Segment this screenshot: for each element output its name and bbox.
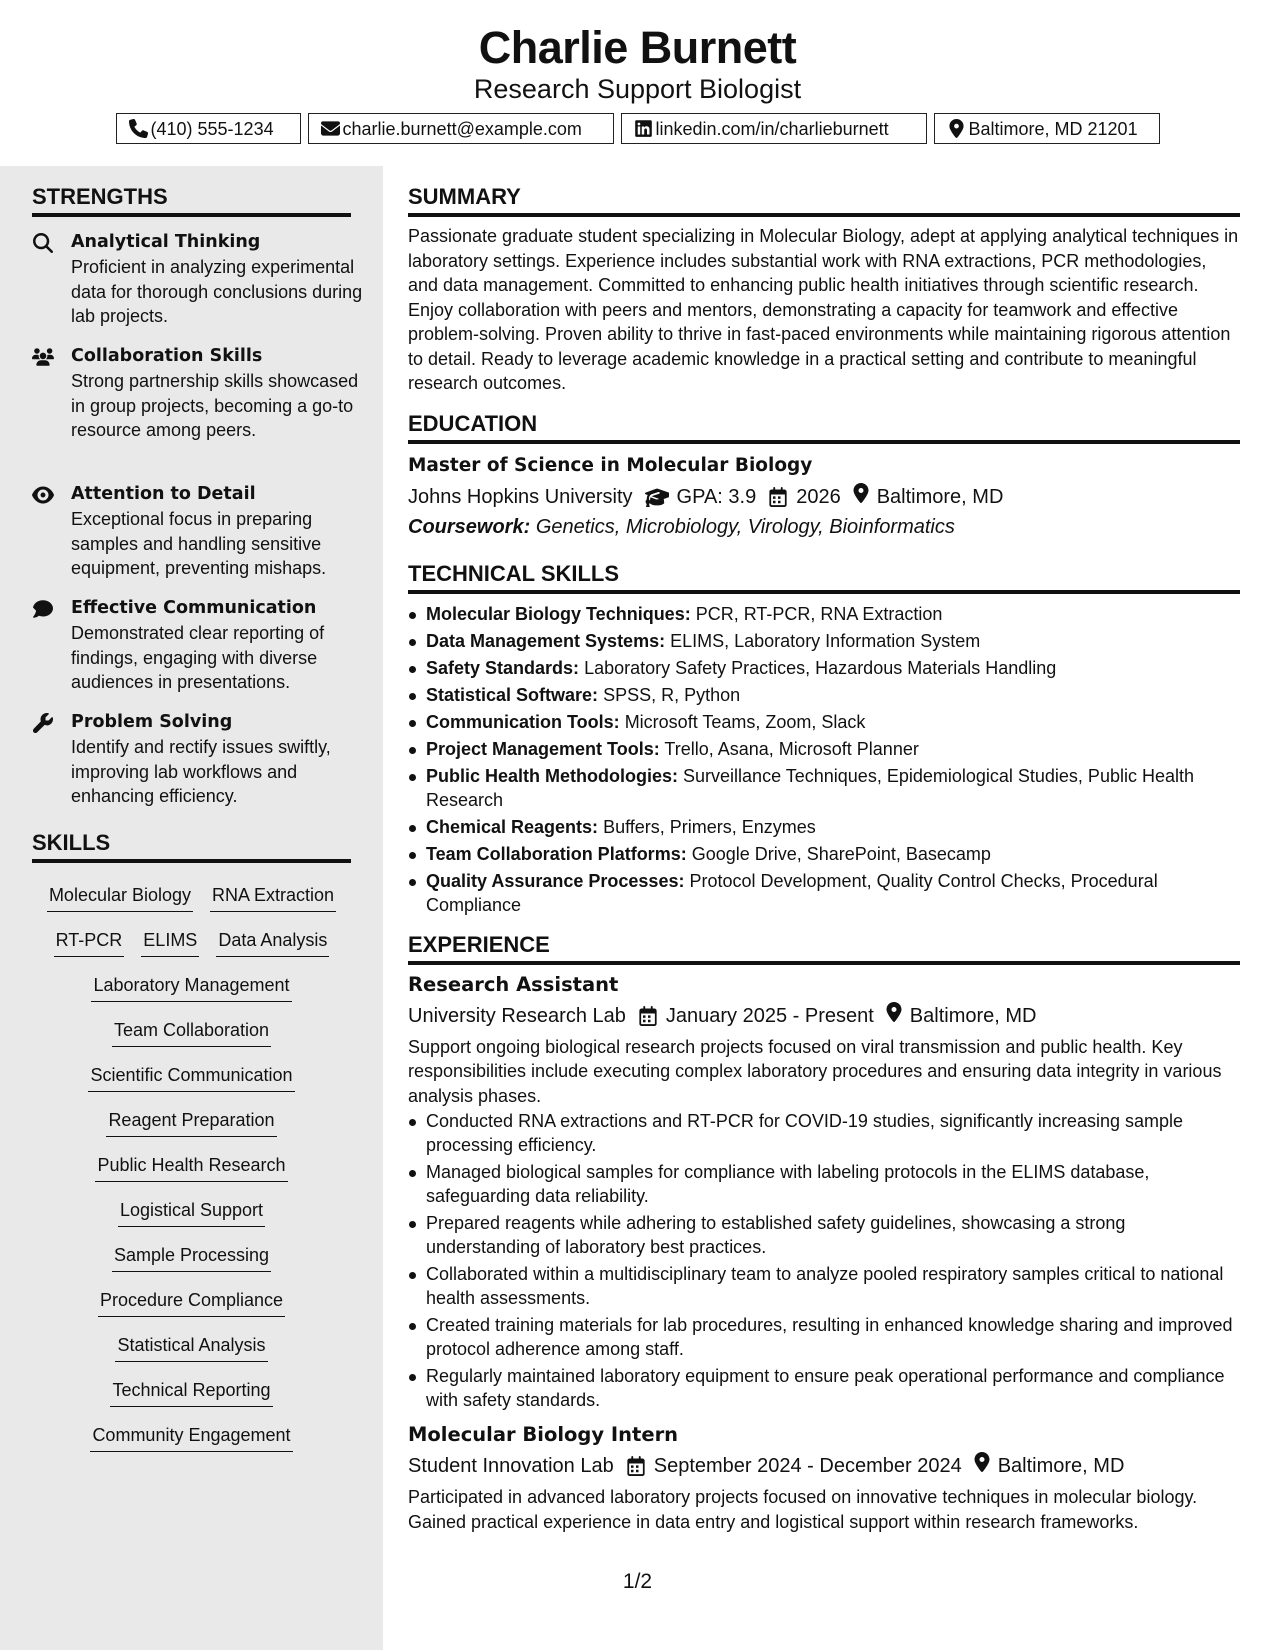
skill-values: Surveillance Techniques, Epidemiological Studies, Public Health Research <box>426 765 1194 810</box>
list-item <box>408 656 1240 680</box>
job-location: Baltimore, MD <box>997 1455 1125 1477</box>
job-organization: Student Innovation Lab <box>408 1455 614 1477</box>
skill-category: Project Management Tools: <box>426 738 660 759</box>
summary-text: Passionate graduate student specializing in Molecular Biology, adept at applying analytical techniques in laboratory settings. Experience includes substantial work with RNA extractions, PCR methodologies, and data management. Committed to enhancing public health initiatives through scientific research. Enjoy collaboration with peers and mentors, demonstrating a capacity for teamwork and effective problem-solving. Proven ability to thrive in fast-paced environments while maintaining rigorous attention to detail. Ready to leverage academic knowledge in a practical setting and contribute to meaningful research outcomes. <box>408 226 1239 393</box>
job-organization: University Research Lab <box>408 1004 626 1027</box>
skill-tag: Data Analysis <box>216 927 329 957</box>
coursework-label: Coursework: <box>408 515 531 538</box>
list-item <box>408 629 1240 653</box>
skill-tag: Laboratory Management <box>91 972 291 1002</box>
list-item <box>408 842 1240 866</box>
location-text: Baltimore, MD 21201 <box>968 118 1138 139</box>
list-item: Conducted RNA extractions and RT-PCR for COVID-19 studies, significantly increasing sample processing efficiency. <box>408 1109 1240 1157</box>
linkedin-icon <box>634 119 653 138</box>
experience-heading: EXPERIENCE <box>408 931 1240 965</box>
job-description: Support ongoing biological research projects focused on viral transmission and public health. Key responsibilities include executing complex laboratory procedures and ensuring data integrity in various analysis phases. <box>408 1036 1222 1106</box>
page-number: 1/2 <box>622 1570 653 1593</box>
list-item <box>408 869 1240 917</box>
graduation-year: 2026 <box>796 485 841 508</box>
skill-category: Quality Assurance Processes: <box>426 870 685 891</box>
skill-category: Team Collaboration Platforms: <box>426 843 687 864</box>
job-meta <box>408 1001 1240 1031</box>
degree-title: Master of Science in Molecular Biology <box>408 454 813 476</box>
list-item <box>408 710 1240 734</box>
coursework-line <box>408 512 1240 542</box>
contact-location[interactable] <box>934 113 1160 144</box>
skill-tag: Community Engagement <box>90 1422 292 1452</box>
list-item <box>408 815 1240 839</box>
comment-icon <box>32 599 56 621</box>
skills-heading: SKILLS <box>32 829 351 863</box>
calendar-icon <box>768 487 788 507</box>
candidate-role: Research Support Biologist <box>473 74 802 104</box>
calendar-icon <box>626 1456 646 1476</box>
education-heading: EDUCATION <box>408 410 1240 444</box>
list-item <box>408 602 1240 626</box>
skill-category: Communication Tools: <box>426 711 620 732</box>
calendar-icon <box>638 1006 658 1026</box>
skill-values: Laboratory Safety Practices, Hazardous Materials Handling <box>584 657 1057 678</box>
technical-skills-list <box>408 602 1240 917</box>
skill-values: Microsoft Teams, Zoom, Slack <box>624 711 866 732</box>
skill-values: ELIMS, Laboratory Information System <box>670 630 981 651</box>
skills-list <box>32 882 351 1467</box>
location-pin-icon <box>947 119 966 138</box>
users-icon <box>32 347 56 369</box>
skill-values: Buffers, Primers, Enzymes <box>603 816 816 837</box>
job-description: Participated in advanced laboratory projects focused on innovative techniques in molecular biology. Gained practical experience in data entry and logistical support within research frameworks. <box>408 1487 1198 1532</box>
skill-tag: Public Health Research <box>95 1152 287 1182</box>
skill-tag: Technical Reporting <box>110 1377 272 1407</box>
location-pin-icon <box>886 1002 902 1022</box>
job-bullets <box>408 1109 1240 1412</box>
linkedin-text: linkedin.com/in/charlieburnett <box>655 118 889 139</box>
graduation-cap-icon <box>645 487 669 507</box>
envelope-icon <box>321 119 340 138</box>
strength-title: Effective Communication <box>71 598 317 618</box>
location-pin-icon <box>853 483 869 503</box>
skill-tag: Scientific Communication <box>88 1062 294 1092</box>
strength-description: Exceptional focus in preparing samples and handling sensitive equipment, preventing mishaps. <box>71 509 327 578</box>
job-meta <box>408 1451 1240 1481</box>
skill-values: Trello, Asana, Microsoft Planner <box>664 738 919 759</box>
skill-tag: RNA Extraction <box>210 882 336 912</box>
job-entry <box>408 971 1240 1413</box>
job-dates: January 2025 - Present <box>665 1004 874 1027</box>
summary-heading: SUMMARY <box>408 183 1240 217</box>
list-item <box>408 764 1240 812</box>
strength-description: Identify and rectify issues swiftly, improving lab workflows and enhancing efficiency. <box>71 737 331 806</box>
strength-title: Analytical Thinking <box>71 232 261 252</box>
contact-phone[interactable] <box>116 113 301 144</box>
education-meta <box>408 482 1240 512</box>
skill-category: Chemical Reagents: <box>426 816 599 837</box>
list-item: Collaborated within a multidisciplinary team to analyze pooled respiratory samples critical to national health assessments. <box>408 1262 1240 1310</box>
school-name: Johns Hopkins University <box>408 485 633 508</box>
education-location: Baltimore, MD <box>876 485 1004 508</box>
strength-description: Proficient in analyzing experimental data for thorough conclusions during lab projects. <box>71 257 363 326</box>
job-entry <box>408 1421 1240 1534</box>
job-dates: September 2024 - December 2024 <box>653 1455 962 1477</box>
skill-values: Protocol Development, Quality Control Checks, Procedural Compliance <box>426 870 1158 915</box>
job-location: Baltimore, MD <box>909 1004 1037 1027</box>
skill-tag: Team Collaboration <box>112 1017 271 1047</box>
email-text: charlie.burnett@example.com <box>342 118 582 139</box>
skill-tag: Reagent Preparation <box>106 1107 276 1137</box>
list-item: Prepared reagents while adhering to established safety guidelines, showcasing a strong understanding of laboratory best practices. <box>408 1211 1240 1259</box>
list-item: Created training materials for lab procedures, resulting in enhanced knowledge sharing and improved protocol adherence among staff. <box>408 1313 1240 1361</box>
list-item: Managed biological samples for compliance with labeling protocols in the ELIMS database, safeguarding data reliability. <box>408 1160 1240 1208</box>
coursework-list: Genetics, Microbiology, Virology, Bioinformatics <box>535 515 955 538</box>
skill-values: Google Drive, SharePoint, Basecamp <box>691 843 991 864</box>
resume-header <box>0 0 1275 166</box>
list-item <box>408 737 1240 761</box>
skill-values: PCR, RT-PCR, RNA Extraction <box>695 603 943 624</box>
gpa-text: GPA: 3.9 <box>676 485 757 508</box>
job-title: Research Assistant <box>408 972 619 996</box>
skill-category: Public Health Methodologies: <box>426 765 679 786</box>
skill-category: Safety Standards: <box>426 657 580 678</box>
strength-description: Strong partnership skills showcased in group projects, becoming a go-to resource among peers. <box>71 371 359 440</box>
location-pin-icon <box>974 1452 990 1472</box>
contact-bar <box>0 113 1275 144</box>
skill-category: Molecular Biology Techniques: <box>426 603 691 624</box>
strength-title: Collaboration Skills <box>71 346 263 366</box>
eye-icon <box>32 485 56 507</box>
skill-tag: Statistical Analysis <box>115 1332 267 1362</box>
technical-skills-heading: TECHNICAL SKILLS <box>408 560 1240 594</box>
sidebar <box>0 166 383 1650</box>
wrench-icon <box>32 713 56 735</box>
skill-tag: Molecular Biology <box>47 882 193 912</box>
phone-icon <box>129 119 148 138</box>
skill-category: Data Management Systems: <box>426 630 666 651</box>
skill-tag: RT-PCR <box>54 927 125 957</box>
phone-text: (410) 555-1234 <box>150 118 274 139</box>
contact-linkedin[interactable] <box>621 113 927 144</box>
list-item <box>408 683 1240 707</box>
strength-description: Demonstrated clear reporting of findings, engaging with diverse audiences in presentations. <box>71 623 325 692</box>
skill-values: SPSS, R, Python <box>603 684 741 705</box>
skill-category: Statistical Software: <box>426 684 599 705</box>
contact-email[interactable] <box>308 113 614 144</box>
job-title: Molecular Biology Intern <box>408 1423 679 1446</box>
skill-tag: Procedure Compliance <box>98 1287 285 1317</box>
search-icon <box>32 233 56 255</box>
candidate-name: Charlie Burnett <box>478 22 797 73</box>
skill-tag: ELIMS <box>141 927 199 957</box>
strengths-heading: STRENGTHS <box>32 183 351 217</box>
strength-title: Attention to Detail <box>71 484 256 504</box>
skill-tag: Sample Processing <box>112 1242 271 1272</box>
strength-title: Problem Solving <box>71 712 233 732</box>
list-item: Regularly maintained laboratory equipment to ensure peak operational performance and compliance with safety standards. <box>408 1364 1240 1412</box>
main-column <box>408 166 1240 1534</box>
skill-tag: Logistical Support <box>118 1197 265 1227</box>
